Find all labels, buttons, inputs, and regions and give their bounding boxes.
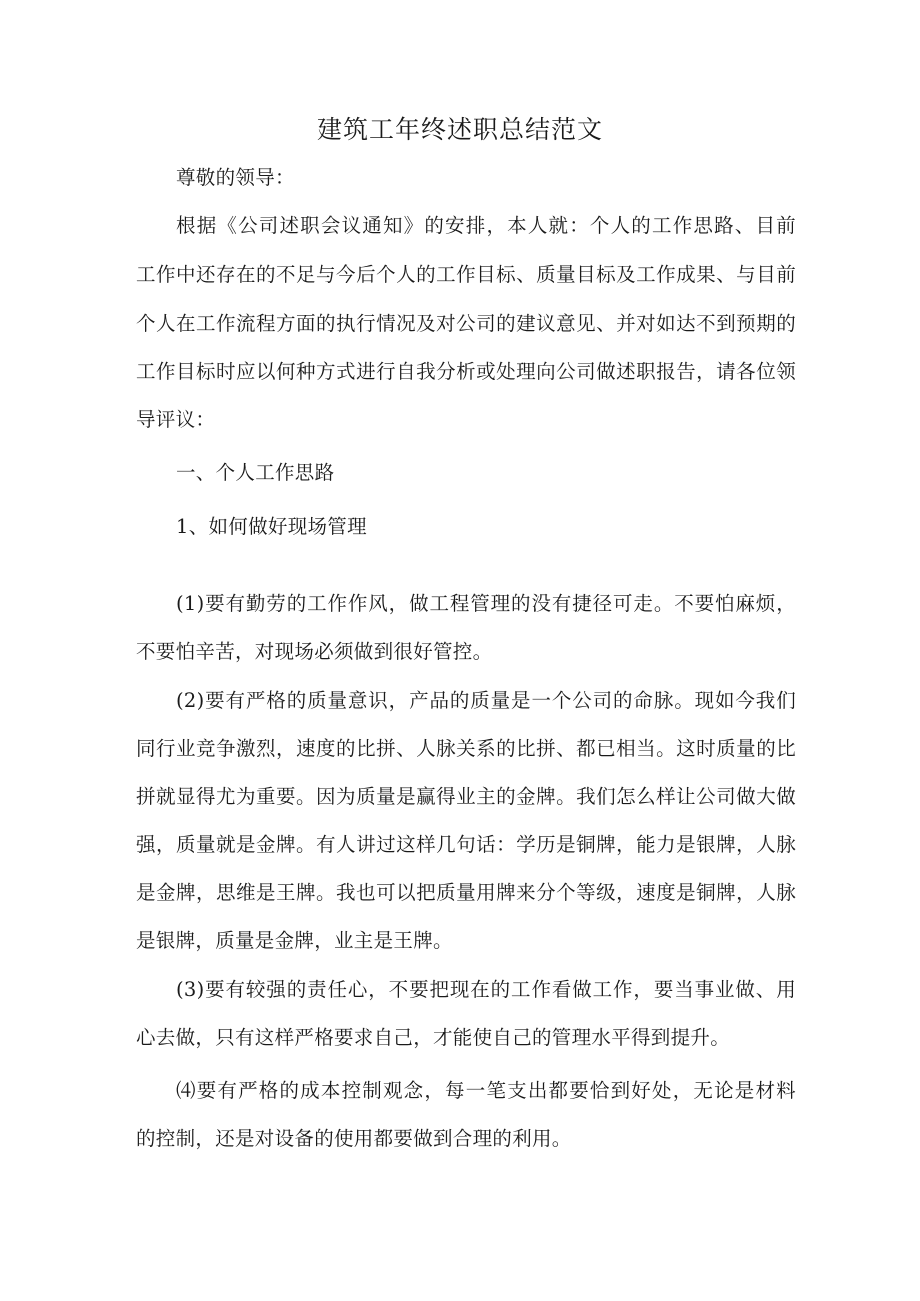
paragraph-line: (3)要有较强的责任心，不要把现在的工作看做工作，要当事业做、用: [176, 978, 796, 1001]
section-heading: 一、个人工作思路: [176, 461, 335, 484]
paragraph-line: 不要怕辛苦，对现场必须做到很好管控。: [136, 640, 493, 663]
document-title: 建筑工年终述职总结范文: [316, 115, 603, 144]
paragraph-line: (2)要有严格的质量意识，产品的质量是一个公司的命脉。现如今我们: [176, 689, 796, 712]
paragraph-line: 拼就显得尤为重要。因为质量是赢得业主的金牌。我们怎么样让公司做大做: [136, 785, 796, 808]
paragraph-line: 工作中还存在的不足与今后个人的工作目标、质量目标及工作成果、与目前: [136, 263, 796, 286]
paragraph-line: 的控制，还是对设备的使用都要做到合理的利用。: [136, 1127, 572, 1150]
paragraph-line: 强，质量就是金牌。有人讲过这样几句话：学历是铜牌，能力是银牌，人脉: [136, 833, 796, 856]
subsection-heading: 1、如何做好现场管理: [176, 515, 367, 538]
paragraph-line: 是金牌，思维是王牌。我也可以把质量用牌来分个等级，速度是铜牌，人脉: [136, 881, 796, 904]
paragraph-line: 心去做，只有这样严格要求自己，才能使自己的管理水平得到提升。: [136, 1026, 731, 1049]
paragraph-line: ⑷要有严格的成本控制观念，每一笔支出都要恰到好处，无论是材料: [176, 1079, 796, 1102]
paragraph-line: 根据《公司述职会议通知》的安排，本人就：个人的工作思路、目前: [176, 214, 796, 237]
paragraph-line: (1)要有勤劳的工作作风，做工程管理的没有捷径可走。不要怕麻烦，: [176, 592, 796, 615]
paragraph-line: 个人在工作流程方面的执行情况及对公司的建议意见、并对如达不到预期的: [136, 312, 796, 335]
salutation: 尊敬的领导：: [176, 166, 295, 189]
paragraph-line: 同行业竞争激烈，速度的比拼、人脉关系的比拼、都已相当。这时质量的比: [136, 737, 796, 760]
paragraph-line: 是银牌，质量是金牌，业主是王牌。: [136, 929, 453, 952]
paragraph-line: 工作目标时应以何种方式进行自我分析或处理向公司做述职报告，请各位领: [136, 360, 796, 383]
paragraph-line: 导评议：: [136, 408, 216, 431]
